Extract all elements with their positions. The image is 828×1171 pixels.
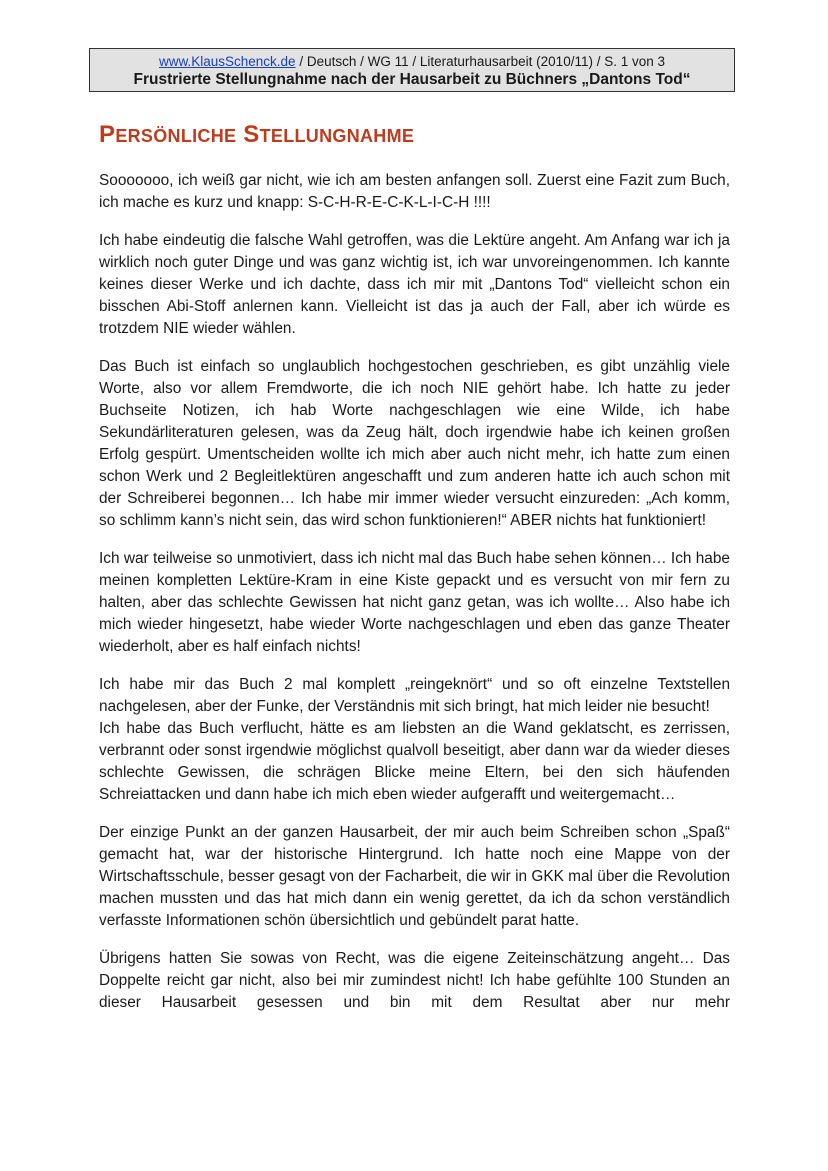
paragraph-2: Ich habe eindeutig die falsche Wahl getroffen, was die Lektüre angeht. Am Anfang war ich ja wirklich noch guter Dinge und was ganz wichtig ist, ich war unvoreingenommen. Ich kannte keines dieser Werke und ich dachte, dass ich mir mit „Dantons Tod“ vielleicht schon ein bisschen Abi-Stoff anlernen kann. Vielleicht ist das ja auch der Fall, aber ich würde es trotzdem NIE wieder wählen. — [99, 232, 730, 337]
site-link[interactable]: www.KlausSchenck.de — [158, 54, 296, 69]
paragraph-1: Sooooooo, ich weiß gar nicht, wie ich am besten anfangen soll. Zuerst eine Fazit zum Buch, ich mache es kurz und knapp: S-C-H-R-E-C-K-L-I-C-H !!!! — [99, 172, 730, 211]
body-text — [99, 170, 730, 1014]
header-meta-line — [90, 53, 734, 70]
paragraph-4: Ich war teilweise so unmotiviert, dass ich nicht mal das Buch habe sehen können… Ich habe meinen kompletten Lektüre-Kram in eine Kiste gepackt und es versucht von mir fern zu halten, aber das schlechte Gewissen hat nicht ganz getan, was ich wollte… Also habe ich mich wieder hingesetzt, habe wieder Worte nachgeschlagen und eben das ganze Theater wiederholt, aber es half einfach nichts! — [99, 550, 730, 655]
paragraph-6: Ich habe das Buch verflucht, hätte es am liebsten an die Wand geklatscht, es zerrissen, verbrannt oder sonst irgendwie möglichst qualvoll beseitigt, aber dann war da wieder dieses schlechte Gewissen, die schrägen Blicke meine Eltern, bei den sich häufenden Schreiattacken und dann habe ich mich eben wieder aufgerafft und weitergemacht… — [99, 720, 730, 803]
heading-rest-1: ERSÖNLICHE — [115, 126, 237, 146]
heading-cap-1: P — [99, 121, 116, 148]
document-title: Frustrierte Stellungnahme nach der Hausarbeit zu Büchners „Dantons Tod“ — [133, 71, 691, 88]
section-heading — [99, 121, 414, 150]
paragraph-3: Das Buch ist einfach so unglaublich hochgestochen geschrieben, es gibt unzählig viele Worte, also vor allem Fremdworte, die ich noch NIE gehört habe. Ich hatte zu jeder Buchseite Notizen, ich hab Worte nachgeschlagen wie eine Wilde, ich habe Sekundärliteraturen gelesen, was da Zeug hält, doch irgendwie habe ich keinen großen Erfolg gespürt. Umentscheiden wollte ich mich aber auch nicht mehr, ich hatte zum einen schon Werk und 2 Begleitlektüren angeschafft und zum anderen hatte ich auch schon mit der Schreiberei begonnen… Ich habe mir immer wieder versucht einzureden: „Ach komm, so schlimm kann’s nicht sein, das wird schon funktionieren!“ ABER nichts hat funktioniert! — [99, 358, 730, 529]
paragraph-7: Der einzige Punkt an der ganzen Hausarbeit, der mir auch beim Schreiben schon „Spaß“ gemacht hat, war der historische Hintergrund. Ich hatte noch eine Mappe von der Wirtschaftsschule, besser gesagt von der Facharbeit, die wir in GKK mal über die Revolution machen mussten und das hat mich dann ein wenig gerettet, da ich da schon verständlich verfasste Informationen schön übersichtlich und gebündelt parat hatte. — [99, 824, 730, 929]
paragraph-5: Ich habe mir das Buch 2 mal komplett „reingeknört“ und so oft einzelne Textstellen nachgelesen, aber der Funke, der Verständnis mit sich bringt, hat mich leider nie besucht! — [99, 676, 730, 715]
page-header — [89, 48, 735, 92]
paragraph-8: Übrigens hatten Sie sowas von Recht, was die eigene Zeiteinschätzung angeht… Das Doppelte reicht gar nicht, also bei mir zumindest nicht! Ich habe gefühlte 100 Stunden an dieser Hausarbeit gesessen und bin mit dem Resultat aber nur mehr — [99, 950, 730, 1011]
heading-rest-2: TELLUNGNAHME — [259, 126, 415, 146]
heading-cap-2: S — [243, 121, 260, 148]
header-meta: / Deutsch / WG 11 / Literaturhausarbeit (2010/11) / S. 1 von 3 — [295, 54, 665, 69]
